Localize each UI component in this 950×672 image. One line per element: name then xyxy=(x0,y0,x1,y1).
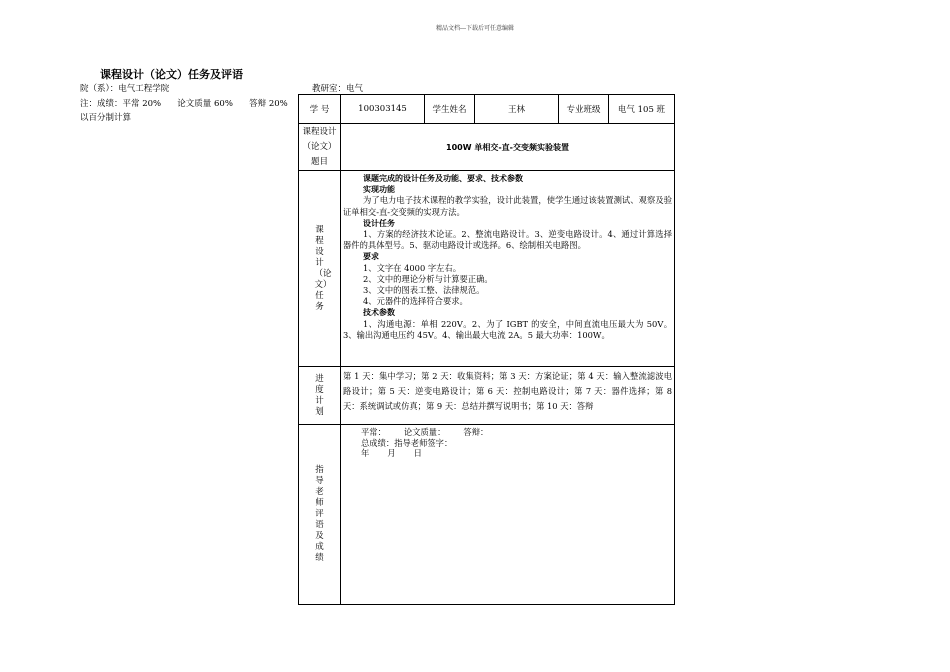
requirement-3: 3、文中的图表工整、法律规范。 xyxy=(363,285,485,296)
regular-score-label: 平常： xyxy=(361,427,386,437)
topic-value: 100W 单相交-直-交变频实验装置 xyxy=(341,124,675,171)
header-note: 精品文档---下载后可任意编辑 xyxy=(435,25,515,32)
student-name-value: 王林 xyxy=(475,95,559,124)
evaluation-label: 指导老师评语及成绩 xyxy=(299,425,341,605)
class-value: 电气 105 班 xyxy=(609,95,675,124)
student-id-value: 100303145 xyxy=(341,95,425,124)
class-label: 专业班级 xyxy=(559,95,609,124)
grading-note: 注：成绩：平常 20% 论文质量 60% 答辩 20% xyxy=(80,99,288,109)
topic-label: 课程设计（论文）题目 xyxy=(299,124,341,171)
thesis-quality-label: 论文质量： xyxy=(403,427,446,437)
department-line: 院（系）：电气工程学院 xyxy=(80,84,170,94)
date-year: 年 xyxy=(361,448,370,458)
evaluation-content xyxy=(341,425,675,605)
page-title: 课程设计（论文）任务及评语 xyxy=(100,68,243,81)
student-name-label: 学生姓名 xyxy=(425,95,475,124)
office-line: 教研室：电气 xyxy=(312,84,364,94)
design-text: 1、方案的经济技术论证。2、整流电路设计。3、逆变电路设计。4、通过计算选择器件的具体型号。5、驱动电路设计或选择。6、绘制相关电路图。 xyxy=(343,229,672,251)
function-heading: 实现功能 xyxy=(363,185,395,195)
requirement-2: 2、文中的理论分析与计算要正确。 xyxy=(363,273,493,284)
function-text: 为了电力电子技术课程的教学实验，设计此装置，使学生通过该装置测试、观察及验证单相交-直-交变频的实现方法。 xyxy=(343,195,672,217)
parameters-text: 1、沟通电源：单相 220V。2、为了 IGBT 的安全，中间直流电压最大为 50V。3、输出沟通电压约 45V。4、输出最大电流 2A。5 最大功率：100W。 xyxy=(343,318,672,340)
requirements-heading: 要求 xyxy=(363,252,379,262)
parameters-heading: 技术参数 xyxy=(363,308,395,318)
task-form-table xyxy=(298,94,675,605)
requirement-1: 1、文字在 4000 字左右。 xyxy=(363,262,462,273)
date-month: 月 xyxy=(387,448,396,458)
task-content xyxy=(341,171,675,367)
defense-score-label: 答辩： xyxy=(463,427,489,437)
design-heading: 设计任务 xyxy=(363,218,395,228)
task-label: 课程设计（论文）任务 xyxy=(299,171,341,367)
student-id-label: 学 号 xyxy=(299,95,341,124)
evaluation-line-1 xyxy=(361,427,672,438)
schedule-label: 进度计划 xyxy=(299,367,341,425)
date-line xyxy=(361,448,672,459)
requirement-4: 4、元器件的选择符合要求。 xyxy=(363,296,468,307)
task-intro: 课题完成的设计任务及功能、要求、技术参数 xyxy=(363,174,523,183)
schedule-text: 第 1 天：集中学习；第 2 天：收集资料；第 3 天：方案论证；第 4 天：输入整流滤波电路设计；第 5 天：逆变电路设计；第 6 天：控制电路设计；第 7 天：器件选择；第 8 天：系统调试或仿真；第 9 天：总结并撰写说明书；第 10 天：答辩 xyxy=(341,367,675,425)
grading-note-2: 以百分制计算 xyxy=(80,113,132,123)
total-score-line: 总成绩：指导老师签字： xyxy=(361,437,453,448)
date-day: 日 xyxy=(413,448,422,458)
